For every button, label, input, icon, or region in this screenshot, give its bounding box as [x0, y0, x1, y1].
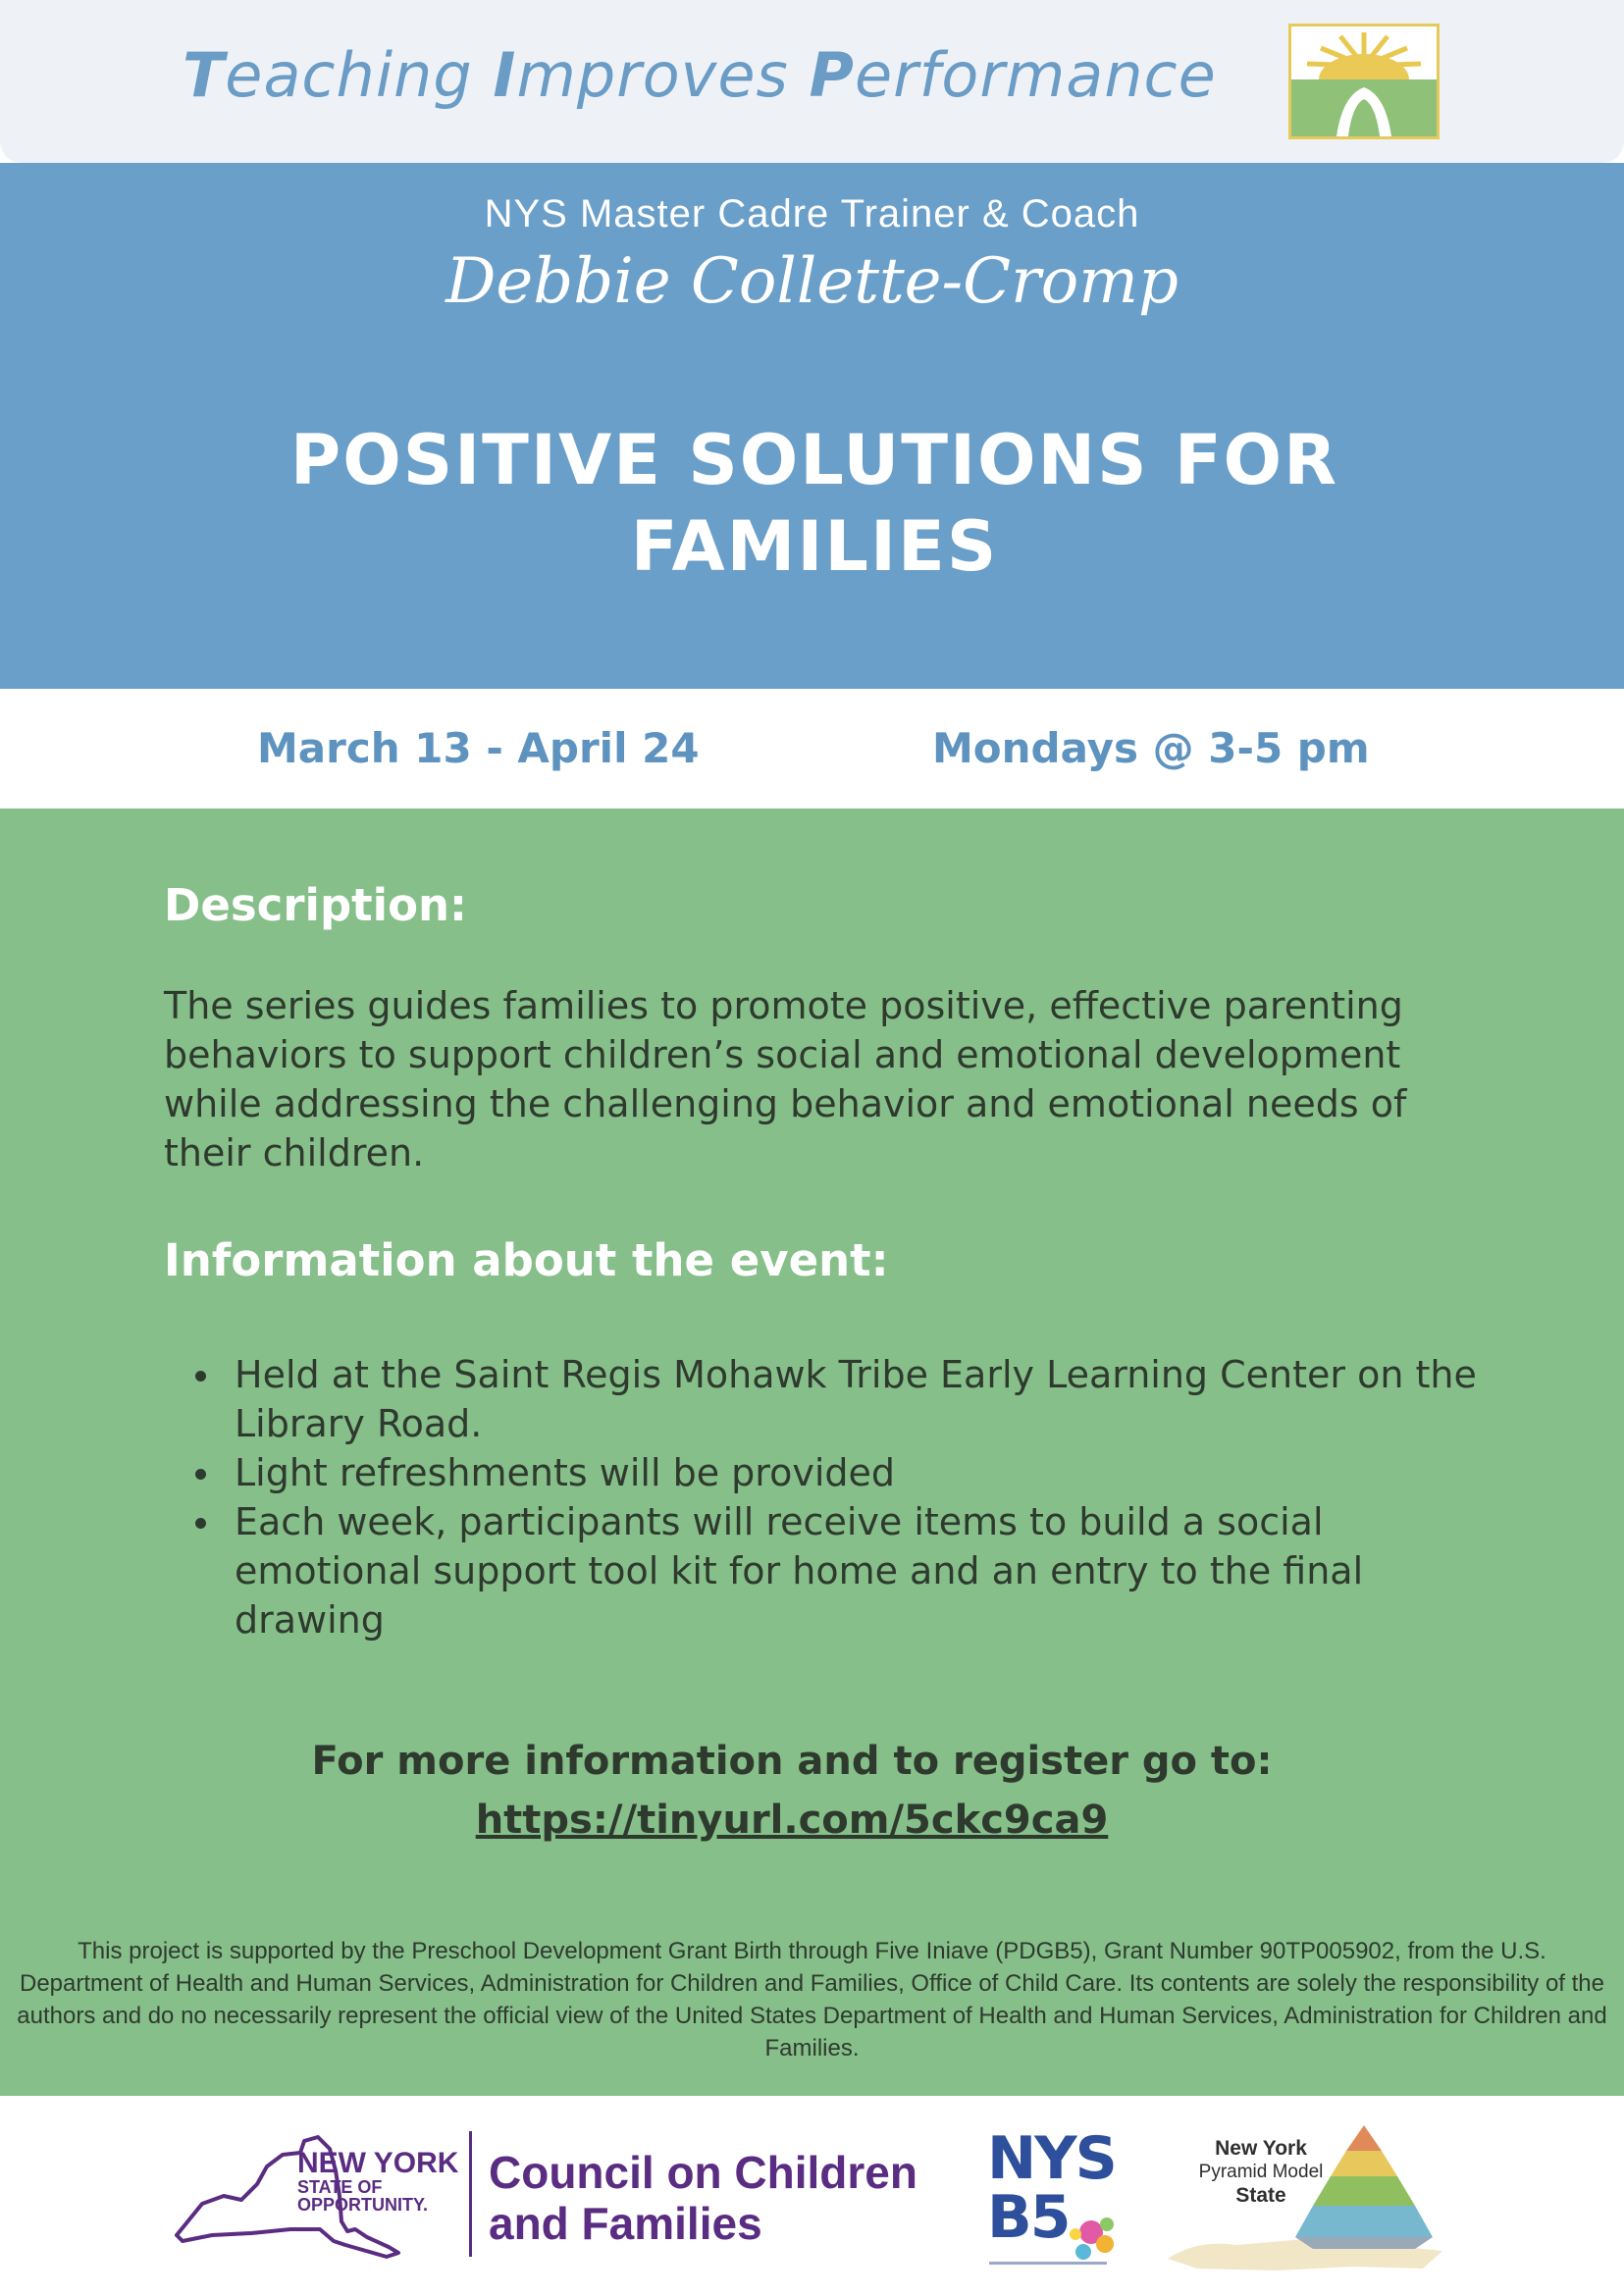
- list-item: [164, 1497, 1498, 1644]
- pyramid-line-3: State: [1235, 2184, 1286, 2207]
- council-line-2: and Families: [489, 2198, 762, 2249]
- nys-logo-line-3: OPPORTUNITY.: [297, 2195, 429, 2215]
- header-title-rest-3: erformance: [854, 39, 1217, 111]
- schedule: Mondays @ 3-5 pm: [932, 724, 1370, 772]
- list-item-text: Each week, participants will receive items to build a social emotional support tool kit for home and an entry to the final drawing: [235, 1500, 1364, 1642]
- council-line-1: Council on Children: [489, 2147, 917, 2198]
- nys-logo-text: [297, 2149, 458, 2214]
- dates-band: [0, 689, 1624, 809]
- nys-b5-line-2: B5: [987, 2183, 1070, 2252]
- nys-logo-line-1: NEW YORK: [297, 2147, 459, 2179]
- header-title-cap-3: P: [809, 39, 855, 111]
- bullet-icon: [195, 1371, 206, 1382]
- bullet-icon: [195, 1518, 206, 1529]
- header-title-cap-1: T: [183, 39, 226, 111]
- page-title-line-1: POSITIVE SOLUTIONS FOR: [289, 420, 1339, 500]
- header-title-rest-1: eaching: [225, 39, 494, 111]
- list-item: [164, 1448, 1498, 1497]
- description-text: The series guides families to promote positive, effective parenting behaviors to support children’s social and emotional development while addressing the challenging behavior and emotional needs of their children.: [164, 984, 1407, 1174]
- sunrise-logo-icon: [1288, 24, 1440, 139]
- bullet-icon: [195, 1469, 206, 1480]
- trainer-role: NYS Master Cadre Trainer & Coach: [484, 192, 1140, 235]
- register-label: For more information and to register go to:: [311, 1739, 1273, 1784]
- info-list: [164, 1350, 1498, 1644]
- page-title: [177, 417, 1452, 590]
- pyramid-model-logo-text: [1168, 2137, 1354, 2208]
- list-item-text: Held at the Saint Regis Mohawk Tribe Early Learning Center on the Library Road.: [235, 1353, 1477, 1445]
- register-link[interactable]: https://tinyurl.com/5ckc9ca9: [475, 1798, 1109, 1843]
- funding-note: This project is supported by the Preschool Development Grant Birth through Five Iniave (PDGB5), Grant Number 90TP005902, from the U.S. Department of Health and Human Services, Administration for Children and Families, Office of Child Care. Its contents are solely the responsibility of the authors and do no necessarily represent the official view of the United States Department of Health and Human Services, Administration for Children and Families.: [17, 1938, 1607, 2061]
- logo-divider: [469, 2131, 472, 2257]
- date-range: March 13 - April 24: [257, 724, 700, 772]
- header-title: [183, 39, 1217, 111]
- nys-b5-logo-text: [987, 2124, 1116, 2252]
- trainer-name: Debbie Collette-Cromp: [445, 245, 1179, 318]
- list-item-text: Light refreshments will be provided: [235, 1451, 895, 1494]
- header-title-cap-2: I: [493, 39, 517, 111]
- list-item: [164, 1350, 1498, 1448]
- pyramid-line-1: New York: [1215, 2137, 1307, 2160]
- nys-b5-line-1: NYS: [987, 2124, 1116, 2193]
- info-heading: Information about the event:: [164, 1234, 889, 1286]
- council-logo-text: [489, 2147, 917, 2249]
- pyramid-line-2: Pyramid Model: [1198, 2162, 1324, 2182]
- nys-logo-line-2: STATE OF: [297, 2177, 383, 2197]
- header-title-rest-2: mproves: [516, 39, 810, 111]
- page-title-line-2: FAMILIES: [630, 506, 999, 587]
- description-heading: Description:: [164, 879, 468, 931]
